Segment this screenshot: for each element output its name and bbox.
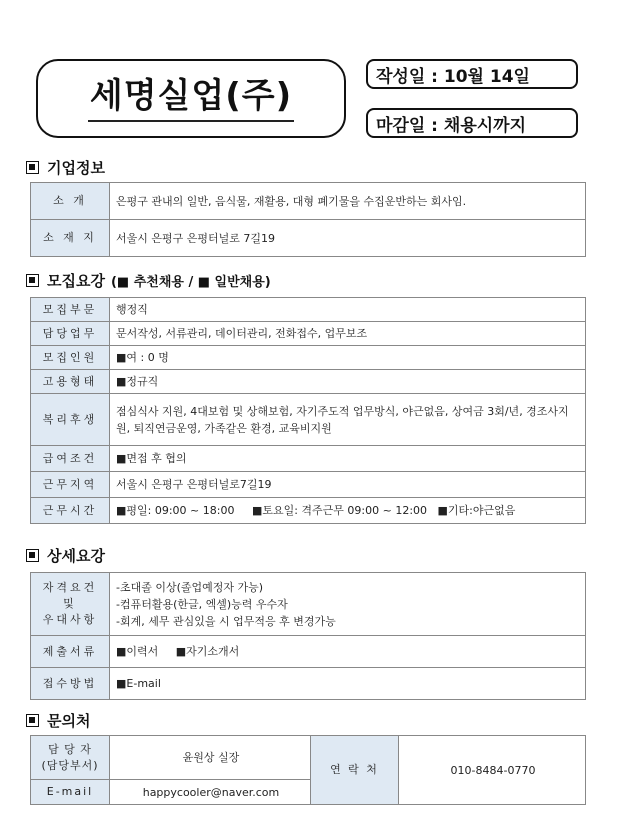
square-bullet-icon (26, 549, 39, 562)
table-row (31, 498, 586, 524)
row-value: ■이력서 ■자기소개서 (110, 636, 586, 668)
section-heading: 상세요강 (47, 547, 105, 565)
row-value: 서울시 은평구 은평터널로7길19 (110, 472, 586, 498)
section-heading: 모집요강 (47, 272, 105, 290)
person-label: 담 당 자 (담당부서) (31, 736, 110, 780)
row-value: 점심식사 지원, 4대보험 및 상해보험, 자기주도적 업무방식, 야근없음, 상여금 3회/년, 경조사지원, 퇴직연금운영, 가족같은 환경, 교육비지원 (110, 394, 586, 446)
details-table (30, 572, 586, 700)
table-row (31, 298, 586, 322)
row-value: ■E-mail (110, 668, 586, 700)
recruit-type-note: (■ 추천채용 / ■ 일반채용) (110, 275, 271, 290)
row-label: 제출서류 (31, 636, 110, 668)
row-label: 접수방법 (31, 668, 110, 700)
section-details (26, 545, 105, 566)
row-label: 소 재 지 (31, 220, 110, 257)
table-row (31, 370, 586, 394)
qualification-line: -컴퓨터활용(한글, 엑셀)능력 우수자 (116, 597, 288, 611)
row-value: ■여 : 0 명 (110, 346, 586, 370)
table-row (31, 394, 586, 446)
section-recruit (26, 270, 271, 291)
table-row (31, 346, 586, 370)
section-contact (26, 710, 90, 731)
row-value: ■평일: 09:00 ~ 18:00 ■토요일: 격주근무 09:00 ~ 12:00 ■기타:야근없음 (110, 498, 586, 524)
table-row (31, 668, 586, 700)
section-heading: 기업정보 (47, 159, 105, 177)
table-row (31, 220, 586, 257)
row-value: 서울시 은평구 은평터널로 7길19 (110, 220, 586, 257)
table-row (31, 446, 586, 472)
row-value: 은평구 관내의 일반, 음식물, 재활용, 대형 폐기물을 수집운반하는 회사임. (110, 183, 586, 220)
row-value: 행정직 (110, 298, 586, 322)
row-label: 복리후생 (31, 394, 110, 446)
table-row (31, 472, 586, 498)
deadline: 마감일 : 채용시까지 (366, 108, 578, 138)
square-bullet-icon (26, 714, 39, 727)
table-row (31, 183, 586, 220)
qualification-value (110, 573, 586, 636)
table-row (31, 636, 586, 668)
row-value: ■면접 후 협의 (110, 446, 586, 472)
email-value[interactable]: happycooler@naver.com (110, 780, 311, 805)
phone-value: 010-8484-0770 (399, 736, 586, 805)
company-title-box (36, 59, 346, 138)
square-bullet-icon (26, 161, 39, 174)
recruit-table (30, 297, 586, 524)
company-title: 세명실업(주) (88, 76, 294, 122)
qualification-line: -초대졸 이상(졸업예정자 가능) (116, 580, 264, 594)
table-row (31, 736, 586, 780)
company-info-table (30, 182, 586, 257)
email-label: E-mail (31, 780, 110, 805)
row-label: 모집인원 (31, 346, 110, 370)
row-label: 고용형태 (31, 370, 110, 394)
qualification-line: -회계, 세무 관심있을 시 업무적응 후 변경가능 (116, 614, 336, 628)
row-label: 근무시간 (31, 498, 110, 524)
contact-table (30, 735, 586, 805)
row-label: 근무지역 (31, 472, 110, 498)
table-row (31, 573, 586, 636)
row-value: ■정규직 (110, 370, 586, 394)
person-value: 윤원상 실장 (110, 736, 311, 780)
date-written: 작성일 : 10월 14일 (366, 59, 578, 89)
qualification-label: 자격요건 및 우대사항 (31, 573, 110, 636)
row-label: 급여조건 (31, 446, 110, 472)
row-value: 문서작성, 서류관리, 데이터관리, 전화접수, 업무보조 (110, 322, 586, 346)
section-heading: 문의처 (47, 712, 91, 730)
row-label: 소 개 (31, 183, 110, 220)
section-company-info (26, 157, 105, 178)
square-bullet-icon (26, 274, 39, 287)
table-row (31, 322, 586, 346)
row-label: 담당업무 (31, 322, 110, 346)
phone-label: 연 락 처 (311, 736, 399, 805)
row-label: 모집부문 (31, 298, 110, 322)
